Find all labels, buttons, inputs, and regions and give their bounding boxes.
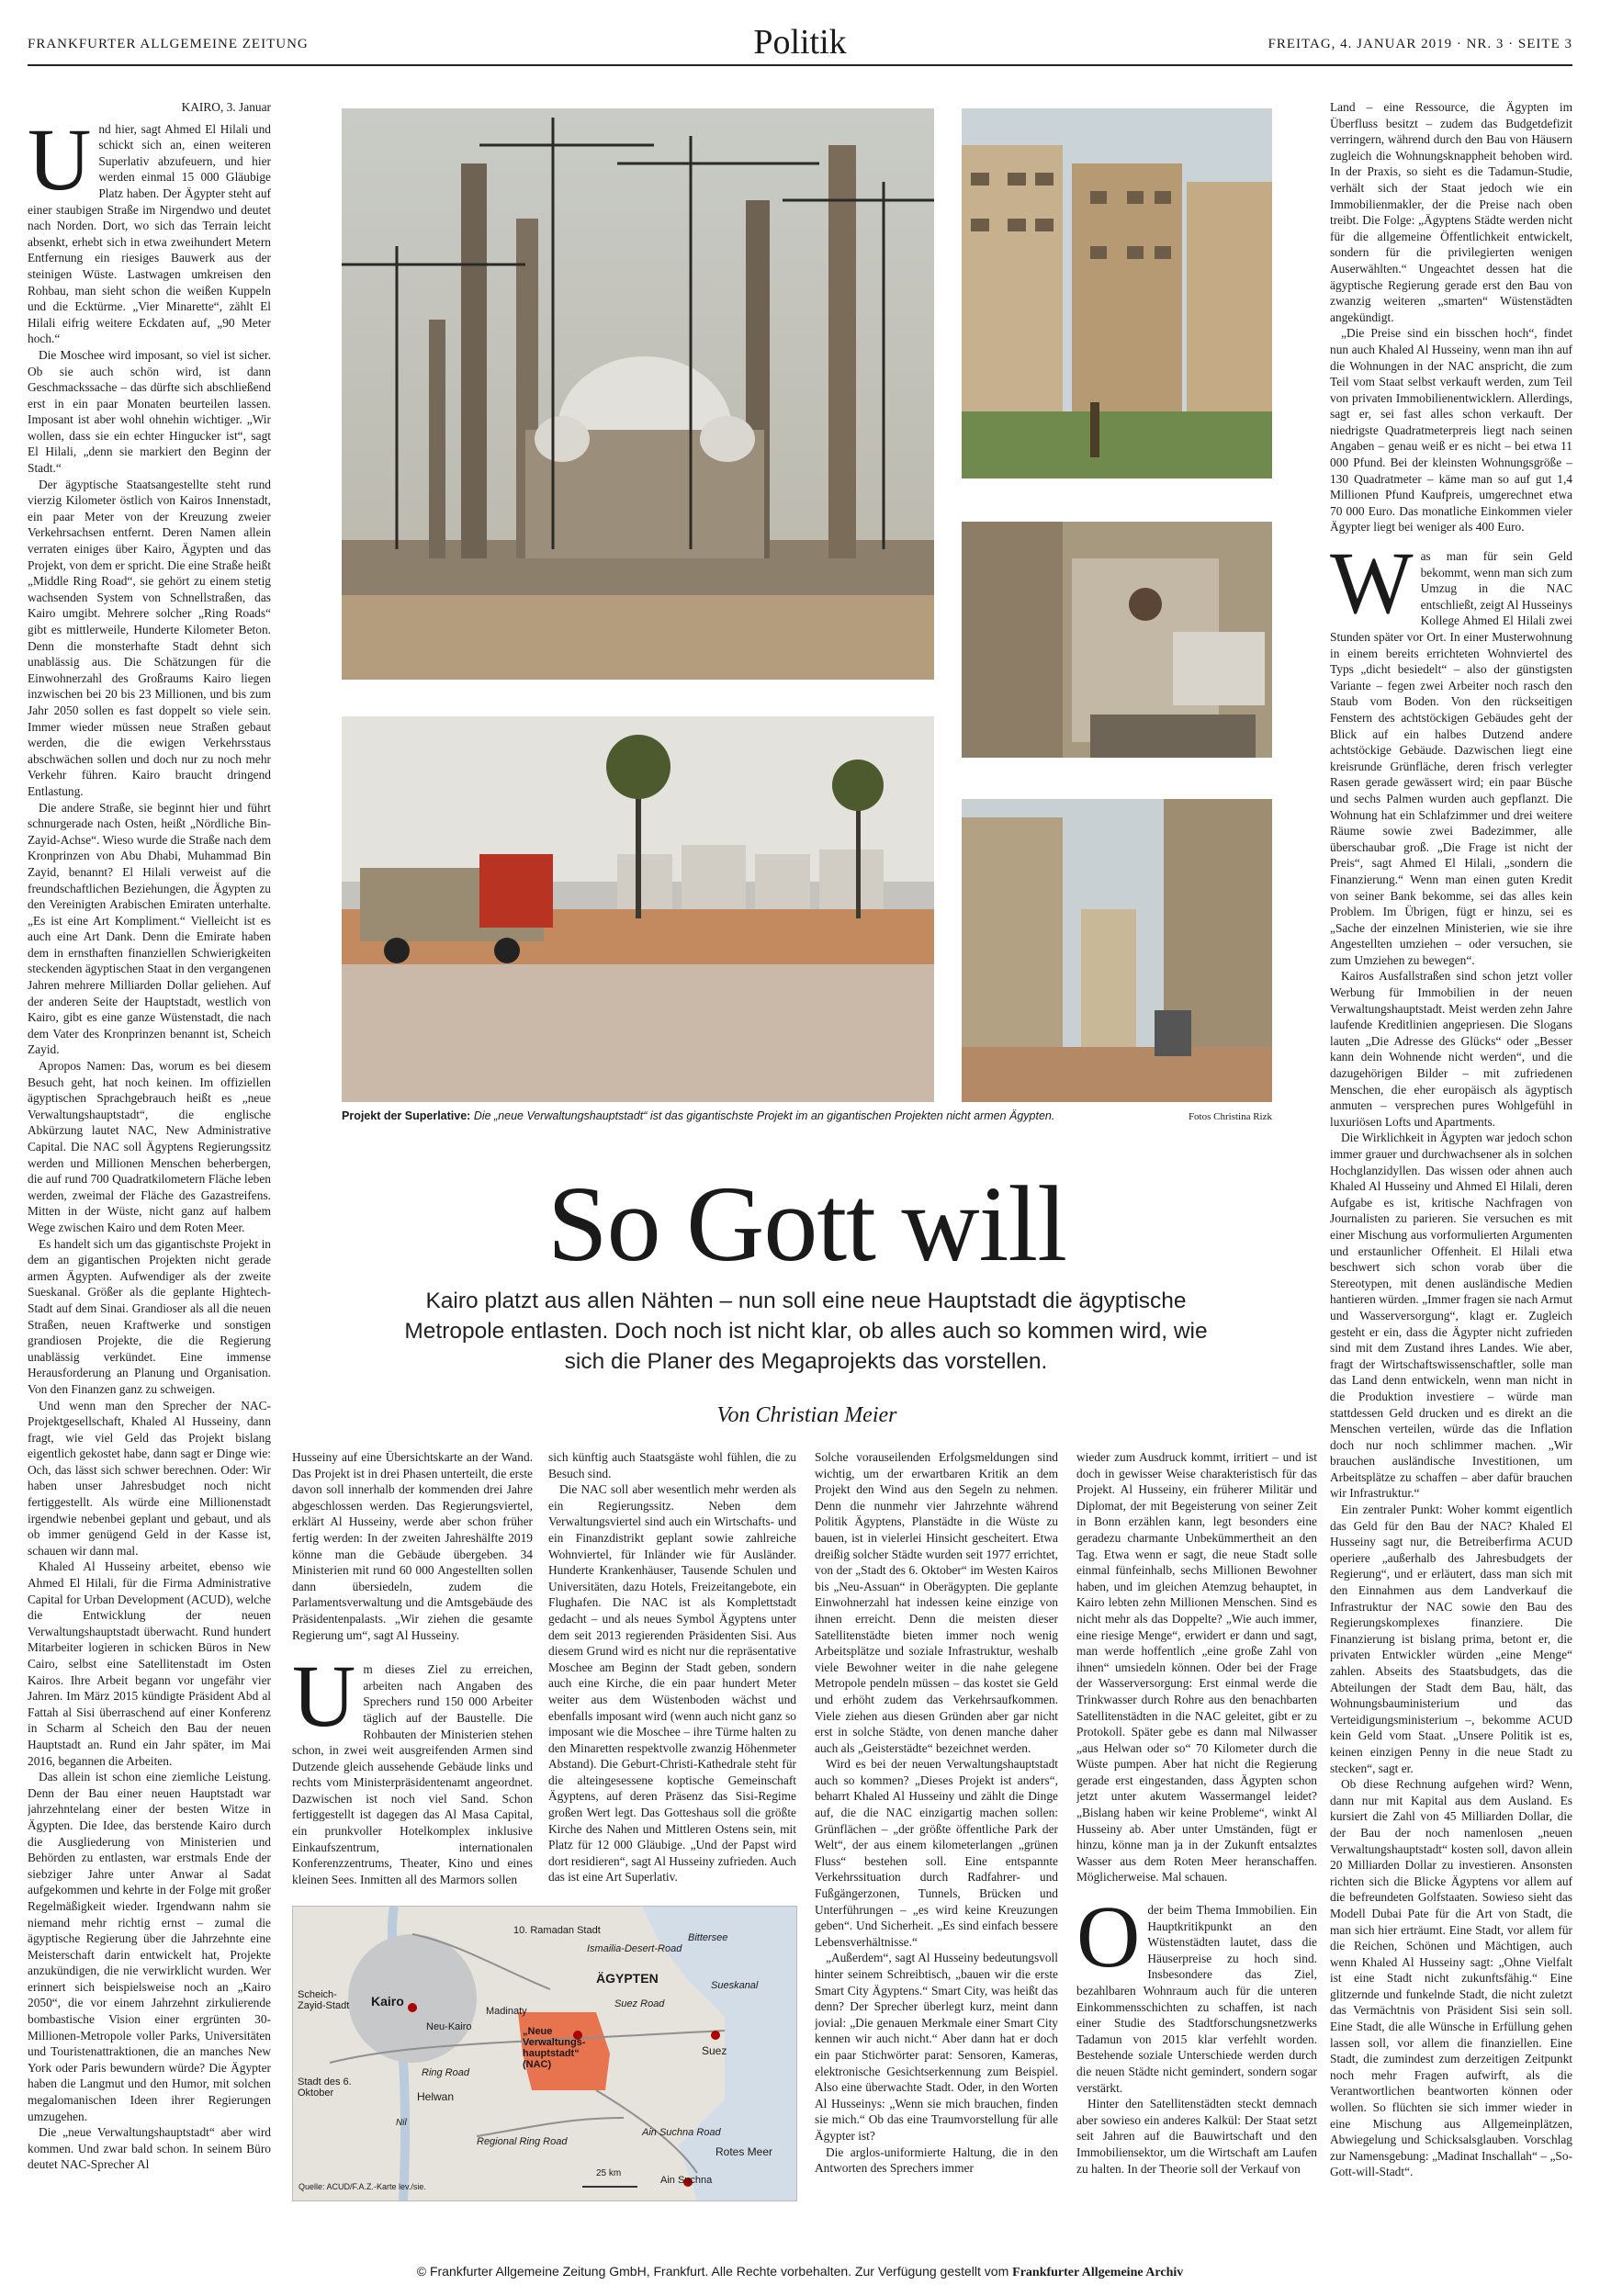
caption-label: Projekt der Superlative:: [342, 1109, 471, 1122]
section-title: Politik: [753, 23, 847, 62]
dateline: KAIRO, 3. Januar: [181, 100, 271, 114]
photo-caption: [342, 1109, 1150, 1122]
dropcap: U: [28, 109, 92, 208]
photo-truck-in-desert: [342, 716, 934, 1102]
paragraph: Die Wirklichkeit in Ägypten war jedoch schon immer grauer und durchwachsener als in solchen Hochglanzidyllen. Das wissen oder ahnen auch Khaled Al Husseiny und Ahmed El Hilali, deren Aufgabe es ist, kritische Nachfragen von Journalisten zu parieren. Sie versuchen es mit einer Mischung aus vorformulierten Argumenten und erstaunlicher Offenheit. El Hilali etwa beschwert sich schon vorab über die Stereotypen, mit denen ausländische Medien hantieren würden. „Immer fragen sie nach Armut und Wasserversorgung“, klagt er. Zugleich gesteht er ein, dass die Ägypter nicht zufrieden sind mit dem Zustand ihres Landes. Wie aber, fragt der Wirtschaftswissenschaftler, solle man das Land denn entwickeln, wenn man nicht in die Produktion investiere – würde man stattdessen Geld drucken und es direkt an die Menschen verteilen, würde das die Inflation doch nur noch schlimmer machen. „Wir brauchen ausländische Investitionen, um Arbeitsplätze zu schaffen – aber dafür brauchen wir Infrastruktur.“: [1330, 1131, 1572, 1501]
map-label: Ismailia-Desert-Road: [587, 1943, 682, 1954]
copyright-text: © Frankfurter Allgemeine Zeitung GmbH, Frankfurt. Alle Rechte vorbehalten. Zur Verfügung gestellt vom: [416, 2264, 1009, 2279]
byline: Von Christian Meier: [716, 1403, 897, 1427]
article-column-1: [28, 99, 271, 2198]
paragraph: Kairos Ausfallstraßen sind schon jetzt voller Werbung für Immobilien in der neuen Verwaltungshauptstadt. Meist werden zehn Jahre laufende Kreditlinien angepriesen. Die Slogans lauten „Die Adresse des Glücks“ oder „Besser kann dein Wohnende nicht werden“, und die dazugehörigen Bilder – mit zufriedenen Menschen, die eher europäisch als ägyptisch anmuten – versprechen pures Wohlgefühl in luxuriösen Lofts und Apartments.: [1330, 969, 1572, 1129]
masthead: [28, 23, 1572, 66]
headline: So Gott will: [547, 1164, 1066, 1284]
paragraph: Die Moschee wird imposant, so viel ist sicher. Ob sie auch schön wird, ist dann Geschmackssache – das dürfte sich abschließend erst in ein paar Monaten beurteilen lassen. Imposant ist aber wohl ohnehin wichtiger. „Wir wollen, dass sie ein echter Hingucker ist“, sagt El Hilali, „denn sie markiert den Beginn der Stadt.“: [28, 347, 271, 476]
article-column-4: [815, 1449, 1058, 2202]
dropcap: O: [1076, 1887, 1141, 1986]
paragraph: wieder zum Ausdruck kommt, irritiert – und ist doch in gewisser Weise charakteristisch für das Projekt. Al Husseiny, ein früherer Militär und Diplomat, der mit Begeisterung von seiner Zeit in Bonn erzählen kann, legt besonders eine geradezu charmante Unbekümmertheit an den Tag. Etwa wenn er sagt, die neue Stadt solle einmal fünfeinhalb, sechs Millionen Bewohner haben, und im gleichen Atemzug behauptet, in Kairo lebten zehn Millionen Menschen. Sind es nicht mehr als das Doppelte? „Wie auch immer, eine riesige Menge“, erwidert er dann und sagt, man werde hoffentlich „eine große Zahl von ihnen“ umsiedeln können. Oder bei der Frage der Wasserversorgung: Erst einmal werde die Trinkwasser durch Rohre aus den benachbarten Satellitenstädten in die NAC geleitet, gibt er zu Protokoll. Später gebe es dann mal Nilwasser „aus Helwan oder so“ 70 Kilometer durch die Wüste pumpen. Aber hat nicht die Regierung gerade erst eingestanden, dass Ägypten schon jetzt unter akutem Wassermangel leidet? „Bislang haben wir keine Probleme“, winkt Al Husseiny ab. Aber unter Umständen, fügt er hinzu, könne man ja in der Zukunft entsalztes Wasser aus dem Roten Meer heranschaffen. Möglicherweise. Mal schauen.: [1076, 1450, 1317, 1885]
map-label: Madinaty: [486, 2006, 527, 2017]
paragraph: Khaled Al Husseiny arbeitet, ebenso wie Ahmed El Hilali, für die Firma Administrative Capital for Urban Development (ACUD), welche die Entwicklung der neuen Verwaltungshauptstadt überwacht. Rund hundert Mitarbeiter logieren in schicken Büros in New Cairo, selbst eine Satellitenstadt im Osten Kairos. Ihre Arbeit begann vor ungefähr vier Jahren. Im März 2015 kündigte Präsident Abd al Fattah al Sisi überraschend auf einer Konferenz in Scharm al Scheich den Bau der neuen Hauptstadt an. Rund ein Jahr später, im Mai 2016, begannen die Arbeiten.: [28, 1559, 271, 1768]
archive-logo: Frankfurter Allgemeine Archiv: [1012, 2266, 1184, 2279]
article-column-5: [1076, 1449, 1317, 2202]
map-label: Nil: [396, 2118, 407, 2128]
footer: [0, 2264, 1600, 2280]
map-label: Ain Suchna Road: [642, 2127, 721, 2138]
map-label: Regional Ring Road: [477, 2136, 568, 2147]
paragraph: der beim Thema Immobilien. Ein Hauptkritikpunkt an den Wüstenstädten lautet, dass die Häuserpreise zu hoch sind. Insbesondere das Ziel, bezahlbaren Wohnraum auch für die unteren Einkommensschichten zu schaffen, ist nach einer Studie des Stadtforschungsnetzwerks Tadamun von 2015 klar verfehlt worden. Bestehende soziale Unterschiede werden durch die neuen Städte nicht gemindert, sondern sogar verstärkt.: [1076, 1903, 1317, 2095]
map-source: Quelle: ACUD/F.A.Z.-Karte lev./sie.: [299, 2182, 426, 2191]
map-label: Stadt des 6. Oktober: [298, 2077, 352, 2099]
paragraph: Husseiny auf eine Übersichtskarte an der Wand. Das Projekt ist in drei Phasen unterteilt, die erste davon soll innerhalb der kommenden drei Jahre abgeschlossen werden. Das Regierungsviertel, erklärt Al Husseiny, werde aber schon früher fertig werden: In der zweiten Jahreshälfte 2019 könne man die Gebäude übergeben. 34 Ministerien mit rund 60 000 Angestellten sollen dann übersiedeln, zudem die Parlamentsverwaltung und die Amtsgebäude des Präsidentenpalasts. „Wir ziehen die gesamte Regierung um“, sagt Al Husseiny.: [292, 1450, 533, 1642]
map-label: 10. Ramadan Stadt: [513, 1925, 601, 1936]
map-egypt: [292, 1906, 797, 2201]
photo-construction-worker: [962, 522, 1272, 758]
photo-street-view: [962, 799, 1272, 1102]
map-label-nac: „Neue Verwaltungs-hauptstadt“ (NAC): [523, 2026, 586, 2070]
photo-credit: Fotos Christina Rizk: [1188, 1111, 1272, 1122]
article-column-2: [292, 1449, 533, 1892]
paragraph: m dieses Ziel zu erreichen, arbeiten nach Angaben des Sprechers rund 150 000 Arbeiter täglich auf der Baustelle. Die Rohbauten der Ministerien stehen schon, in zwei weit ausgreifenden Armen sind Dutzende gleich aussehende Gebäude links und rechts vom Ministerpräsidentenamt angeordnet. Dazwischen ist noch viel Sand. Schon fertiggestellt ist dagegen das Al Masa Capital, ein prunkvoller Hotelkomplex inklusive Einkaufszentrum, internationalen Konferenzzentrums, Theater, Kino und eines kleinen Sees. Inmitten all des Marmors sollen: [292, 1662, 533, 1886]
paragraph: Der ägyptische Staatsangestellte steht rund vierzig Kilometer östlich von Kairos Innenstadt, ein paar Meter von der Kreuzung zweier Verkehrsachsen entfernt. Deren Namen allein verraten einiges über Kairo, Ägypten und das Projekt, von dem er spricht. Die eine Straße heißt „Middle Ring Road“, sie gehört zu einem stetig wachsenden System von Schnellstraßen, das Kairo umgibt. Mehrere solcher „Ring Roads“ gibt es mittlerweile, Hunderte Kilometer Beton. Denn die monsterhafte Stadt dehnt sich unablässig aus. Die Schätzungen für die Einwohnerzahl des Großraums Kairo liegen inzwischen bei 20 bis 23 Millionen, und bis zum Jahr 2050 sollen es fast doppelt so viele sein. Immer wieder müssen neue Straßen gebaut werden, die die ewigen Verkehrsstaus abschwächen sollen und doch nur zu noch mehr Verkehr führen. Kairo braucht dringend Entlastung.: [28, 477, 271, 798]
paragraph: Die arglos-uniformierte Haltung, die in den Antworten des Sprechers immer: [815, 2144, 1058, 2176]
map-label: Bittersee: [688, 1932, 728, 1943]
caption-text: Die „neue Verwaltungshauptstadt“ ist das gigantischste Projekt im an gigantischen Projekten nicht armen Ägypten.: [473, 1109, 1055, 1122]
map-scale: 25 km: [596, 2168, 622, 2178]
dropcap: U: [292, 1647, 356, 1746]
article-column-3: [548, 1449, 796, 1892]
paragraph: Ein zentraler Punkt: Woher kommt eigentlich das Geld für den Bau der NAC? Khaled El Husseiny sagt nur, die Betreiberfirma ACUD operiere „außerhalb des Jahresbudgets der Regierung“, und er erläutert, dass man sich mit den Einnahmen aus dem Landverkauf die Infrastruktur der NAC sowie den Bau des Regierungskomplexes finanziere. Die Finanzierung ist bislang prima, betont er, die privaten Entwickler würden „eine Menge“ zahlen. Abseits des Staatsbudgets, das die Abteilungen der Stadt dem Bau, hält, das Wohnungsbauministerium und das Verteidigungsministerium –, bekomme ACUD kein Geld vom Staat. „Unsere Politik ist es, keinen einzigen Penny in die neue Stadt zu stecken“, sagt er.: [1330, 1503, 1572, 1775]
paragraph: Es handelt sich um das gigantischste Projekt in dem an gigantischen Projekten nicht gerade armen Ägypten. Aufwendiger als der zweite Sueskanal. Größer als die geplante Hightech-Stadt auf dem Sinai. Grandioser als all die neuen Straßen, neuen Kraftwerke und sonstigen grandiosen Projekte, die die Regierung unablässig verkündet. Eine immense Herausforderung an Planung und Organisation. Von den Finanzen ganz zu schweigen.: [28, 1236, 271, 1396]
map-label-city: Kairo: [371, 1994, 404, 2009]
paragraph: Ob diese Rechnung aufgehen wird? Wenn, dann nur mit Kapital aus dem Ausland. Es kursiert die Zahl von 45 Milliarden Dollar, die der Bau der noch namenlosen „neuen Verwaltungshauptstadt“ kosten soll, davon allein 20 Milliarden Dollar zu investieren. Ansonsten richten sich die Blicke Ägyptens vor allem auf die befreundeten Golfstaaten. Sowieso sieht das Modell Dubai Pate für die Art von Stadt, die man sich hier erträumt. Eine Stadt, vor allem für die Reichen, Schönen und Mächtigen, auch wenn Khaled Al Husseiny sagt: „Ohne Vielfalt ist eine Stadt nicht zukunftsfähig.“ Eine glitzernde und funkelnde Stadt, die nicht zuletzt das Vermächtnis von Präsident Sisi sein soll. Eine Stadt, die alle Wünsche in Erfüllung gehen lassen soll, vor allem die finanziellen. Eine Stadt, die zumindest zum derzeitigen Zeitpunkt noch mehr Fragen aufwirft, als die Verantwortlichen beantworten können oder wollen. So flüchten sie sich immer wieder in eine Mischung aus Allgemeinplätzen, Abwiegelung und Schicksalsglauben. Vorschlag zur Namensgebung: „Madinat Inschallah“ – „So-Gott-will-Stadt“.: [1330, 1777, 1572, 2179]
paragraph: Die andere Straße, sie beginnt hier und führt schnurgerade nach Osten, heißt „Nördliche Bin-Zayid-Achse“. Wieso wurde die Straße nach dem Kronprinzen von Abu Dhabi, Muhammad Bin Zayid, benannt? El Hilali verweist auf die freundschaftlichen Beziehungen, die Ägypten zu den Vereinigten Arabischen Emiraten unterhalte. „Es ist eine Art Kompliment.“ Vielleicht ist es auch eine Art Dank. Denn die Emirate haben dem in ernsthaften finanziellen Schwierigkeiten steckenden ägyptischen Staat in den vergangenen Jahren mehrere Milliarden Dollar geliehen. Auf der anderen Seite der Hauptstadt, westlich von Kairo, gibt es eine ganze Wüstenstadt, die nach dem Vater des Kronprinzen benannt ist, Scheich Zayid.: [28, 800, 271, 1057]
paragraph: Das allein ist schon eine ziemliche Leistung. Denn der Bau einer neuen Hauptstadt war jahrzehntelang einer der besten Witze in Ägypten. Die Idee, das berstende Kairo durch die Ausgliederung von Ministerien und Behörden zu entlasten, war erstmals Ende der siebziger Jahre unter Anwar al Sadat aufgekommen und kehrte in der Folge mit großer Regelmäßigkeit wieder. Irgendwann nahm sie niemand mehr richtig ernst – zumal die ägyptische Regierung über die Jahrzehnte eine Meisterschaft darin entwickelt hat, Projekte anzukündigen, die nie verwirklicht wurden. Wer erinnert sich beispielsweise noch an „Kairo 2050“, die vor einem Jahrzehnt zirkulierende bombastische Vision einer ergrünten 30-Millionen-Metropole voller Parks, Universitäten und Touristenattraktionen, die an manches New York oder Paris bewundern würde? Die Ägypter haben die Langmut und den Humor, mit solchen megalomanischen Ideen ihrer Regierungen umzugehen.: [28, 1770, 271, 2123]
paragraph: Die „neue Verwaltungshauptstadt“ aber wird kommen. Und zwar bald schon. In seinem Büro deutet NAC-Sprecher Al: [28, 2125, 271, 2172]
map-label: Ain Suchna: [660, 2175, 713, 2186]
paragraph: sich künftig auch Staatsgäste wohl fühlen, die zu Besuch sind.: [548, 1450, 796, 1480]
paragraph: Solche vorauseilenden Erfolgsmeldungen sind wichtig, um der erwartbaren Kritik an dem Projekt den Wind aus den Segeln zu nehmen. Denn die nunmehr vier Jahrzehnte während Politik Ägyptens, Planstädte in die Wüste zu bauen, ist in vielerlei Hinsicht gescheitert. Etwa dreißig solcher Städte wurden seit 1977 errichtet, von der „Stadt des 6. Oktober“ im Westen Kairos bis „Neu-Assuan“ in Oberägypten. Die geplante Einwohnerzahl hat indessen keine einzige von ihnen erreicht. Denn die meisten dieser Satellitenstädte bieten immer noch wenig Arbeitsplätze und soziale Infrastruktur, weshalb viele Bewohner weiter in die nahe gelegene Metropole pendeln müssen – das kostet sie Geld und erhöht zudem das Verkehrsaufkommen. Viele ziehen aus diesen Gründen aber gar nicht erst in solche Städte, von denen manche daher auch als „Geisterstädte“ bezeichnet werden.: [815, 1450, 1058, 1755]
paragraph: Land – eine Ressource, die Ägypten im Überfluss besitzt – zudem das Budgetdefizit verringern, während durch den Bau von Häusern zugleich die Wohnungsknappheit behoben wird. In der Praxis, so sieht es die Tadamun-Studie, verhält sich der Staat jedoch wie ein Immobilienmakler, der die Preise nach oben treibt. Die Folge: „Ägyptens Städte werden nicht für die allgemeine Öffentlichkeit entwickelt, sondern für die privilegierten wenigen Auserwählten.“ Ungeachtet dessen hat die ägyptische Regierung gerade erst den Bau von zwanzig weiteren „smarten“ Wüstenstädten angekündigt.: [1330, 100, 1572, 324]
map-label: Ring Road: [422, 2067, 469, 2078]
issue-info: FREITAG, 4. JANUAR 2019 · NR. 3 · SEITE 3: [1268, 37, 1572, 51]
map-region: ÄGYPTEN: [596, 1971, 659, 1986]
paragraph: Wird es bei der neuen Verwaltungshauptstadt auch so kommen? „Dieses Projekt ist anders“, beharrt Khaled Al Husseiny und zählt die Dinge auf, die die NAC einzigartig machen sollen: Grünflächen – „der größte öffentliche Park der Welt“, der aus einem kilometerlangen „grünen Fluss“ bestehen soll. Eine entspannte Verkehrssituation durch Radfahrer- und Fußgängerzonen, Tunnels, Brücken und Unterführungen – „es wird keine Kreuzungen geben“. Und Sicherheit. „Es sind einfach bessere Lebensverhältnisse.“: [815, 1757, 1058, 1949]
map-label: Helwan: [417, 2090, 455, 2103]
paragraph: Und wenn man den Sprecher der NAC-Projektgesellschaft, Khaled Al Husseiny, dann fragt, wie viel Geld das Projekt bislang eigentlich gekostet habe, dann sagt er Dinge wie: Och, das lässt sich schwer berechnen. Oder: Wir haben unser Jahresbudget noch nicht fertiggestellt. Als würde eine Millionenstadt irgendwie nebenbei geplant und gebaut, und als ob immer genügend Geld in der Kasse ist, schauen wir dann mal.: [28, 1398, 271, 1558]
map-label: Suez Road: [614, 1998, 665, 2009]
map-label: Rotes Meer: [715, 2145, 773, 2158]
photo-mosque-construction: [342, 108, 934, 680]
paragraph: Die NAC soll aber wesentlich mehr werden als ein Regierungssitz. Neben dem Verwaltungsviertel sind auch ein Wirtschafts- und ein Finanzdistrikt geplant sowie zahlreiche Wohnviertel, für Inländer wie für Ausländer. Hunderte Krankenhäuser, Tausende Schulen und Universitäten, dazu Hotels, Freizeitangebote, ein Flughafen. Die NAC ist als Komplettstadt gedacht – und als neues Symbol Ägyptens unter dem seit 2013 regierenden Präsidenten Sisi. Aus diesem Grund wird es nicht nur die repräsentative Moschee am Beginn der Stadt geben, sondern auch eine Kirche, die ein paar hundert Meter weiter aus dem Wüstenboden wächst und ebenfalls imposant wird (wenn auch nicht ganz so imposant wie die Moschee – ihre Türme halten zu den Minaretten respektvolle zwanzig Höhenmeter Abstand). Die Geburt-Christi-Kathedrale steht für die alteingesessene koptische Gemeinschaft Ägyptens, auf deren Präsenz das Sisi-Regime großen Wert legt. Das Gotteshaus soll die größte Kirche des Nahen und Mittleren Ostens sein, mit Platz für 12 000 Gläubige. „Und der Papst wird dort residieren“, sagt Al Husseiny zufrieden. Auch das ist eine Art Superlativ.: [548, 1482, 796, 1885]
map-label: Neu-Kairo: [426, 2021, 472, 2032]
paragraph: Hinter den Satellitenstädten steckt demnach aber sowieso ein anderes Kalkül: Der Staat setzt seit Jahren auf die Bauwirtschaft und den Immobiliensektor, um die Wirtschaft am Laufen zu halten. In der Theorie soll der Verkauf von: [1076, 2097, 1317, 2176]
deck: Kairo platzt aus allen Nähten – nun soll eine neue Hauptstadt die ägyptische Metropole entlasten. Doch noch ist nicht klar, ob alles auch so kommen wird, wie sich die Planer des Megaprojekts das vorstellen.: [404, 1289, 1208, 1374]
map-label: Sueskanal: [711, 1980, 759, 1991]
map-label: Suez: [702, 2044, 727, 2057]
article-column-6: [1330, 99, 1572, 2202]
paper-name: FRANKFURTER ALLGEMEINE ZEITUNG: [28, 37, 309, 51]
dropcap: W: [1330, 534, 1414, 633]
photo-apartment-blocks: [962, 108, 1272, 478]
paragraph: nd hier, sagt Ahmed El Hilali und schickt sich an, einen weiteren Superlativ abzufeuern, und hier werden einmal 15 000 Gläubige Platz haben. Der Ägypter steht auf einer staubigen Straße im Nirgendwo und deutet nach Norden. Dort, wo sich das Terrain leicht absenkt, erhebt sich in etwa zweihundert Metern Entfernung ein riesiges Bauwerk aus der steinigen Wüste. Lastwagen umkreisen den Rohbau, man sieht schon die weißen Kuppeln und die Ecktürme. „Vier Minarette“, zählt El Hilali eifrig weitere Eckdaten auf, „90 Meter hoch.“: [28, 121, 271, 346]
map-label: Scheich-Zayid-Stadt: [298, 1989, 350, 2011]
paragraph: „Die Preise sind ein bisschen hoch“, findet nun auch Khaled Al Husseiny, wenn man ihn auf die Wohnungen in der NAC anspricht, die zum Teil vom Staat selbst verkauft werden, zum Teil von privaten Immobilienentwicklern. Allerdings, sagt er, sei fast alles schon verkauft. Der niedrigste Quadratmeterpreis liegt nach seinen Angaben – genau weiß er es nicht – bei etwa 11 000 Pfund. Bei der kleinsten Wohnungsgröße – 130 Quadratmeter – käme man so auf gut 1,4 Millionen Pfund Kaufpreis, umgerechnet etwa 70 000 Euro. Das monatliche Einkommen vieler Ägypter liegt bei weniger als 400 Euro.: [1330, 326, 1572, 535]
paragraph: as man für sein Geld bekommt, wenn man sich zum Umzug in die NAC entschließt, zeigt Al Husseinys Kollege Ahmed El Hilali zwei Stunden später vor Ort. In einer Musterwohnung in einem bereits errichteten Wohnviertel des Typs „dicht besiedelt“ – also der günstigsten Variante – fegen zwei Arbeiter noch rasch den Staub vom Boden. Von den rückseitigen Fenstern des achtstöckigen Gebäudes geht der Blick auf ein halbes Dutzend andere achtstöckige Gebäude. Dazwischen liegt eine kreisrunde Grünfläche, deren frisch verlegter Rasen gerade gewässert wird; ein paar Büsche und sechs Palmen wurden auch gepflanzt. Die Wohnung hat ein Schlafzimmer und drei weitere Räume sowie zwei Badezimmer, alle überschaubar groß. „Die Frage ist nicht der Preis“, sagt Ahmed El Hilali, „sondern die Finanzierung.“ Wenn man einen guten Kredit von seiner Bank bekomme, sei das alles kein Problem. Im Übrigen, fügt er hinzu, sei es „Sache der einzelnen Ministerien, wie sie ihre Angestellten umziehen – oder versuchen, sie zum Umziehen zu bewegen“.: [1330, 549, 1572, 967]
paragraph: „Außerdem“, sagt Al Husseiny bedeutungsvoll hinter seinem Schreibtisch, „bauen wir die erste Smart City Ägyptens.“ Smart City, was heißt das denn? Der Sprecher überlegt kurz, meint dann jovial: „Die genauen Merkmale einer Smart City kennen wir auch nicht.“ Aber dann hat er doch ein paar Stichwörter parat: Sensoren, Kameras, elektronische Gesichtserkennung zum Beispiel. Also eine überwachte Stadt. Oder, in den Worten Al Husseinys: „Wenn sie mich brauchen, finden sie mich.“ Ob das eine Traumvorstellung für alle Ägypter ist?: [815, 1951, 1058, 2143]
paragraph: Apropos Namen: Das, worum es bei diesem Besuch geht, hat noch keinen. Im offiziellen ägyptischen Sprachgebrauch heißt es „neue Verwaltungshauptstadt“, die englische Abkürzung lautet NAC, New Administrative Capital. Die NAC soll Ägyptens Regierungssitz werden und Millionen Menschen beherbergen, die auf rund 700 Quadratkilometern Fläche leben werden, zweimal der Fläche des Gazastreifens. Mitten in der Wüste, nicht ganz auf halbem Wege zwischen Kairo und dem Roten Meer.: [28, 1059, 271, 1234]
